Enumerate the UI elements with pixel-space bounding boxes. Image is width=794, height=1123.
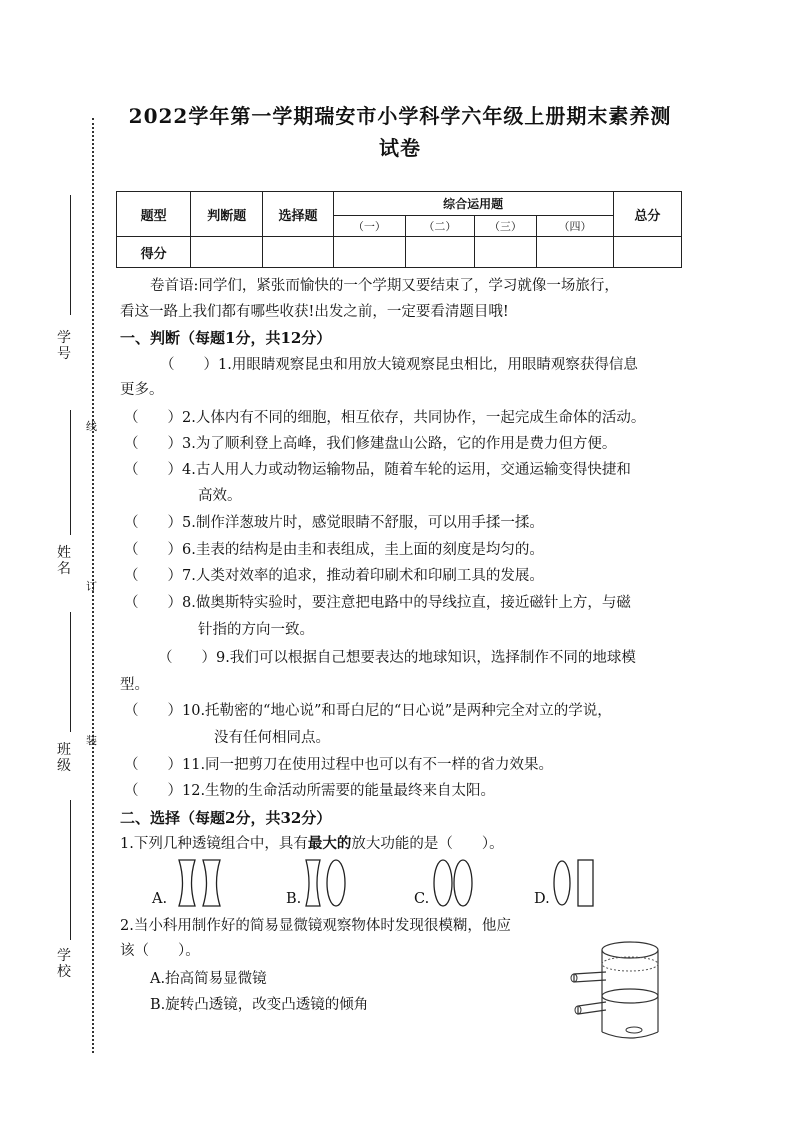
school-label: 学校 <box>57 948 71 980</box>
comprehensive-header: 综合运用题 <box>333 192 613 216</box>
double-convex-lens-icon <box>432 858 476 908</box>
judge-text: 10.托勒密的“地心说”和哥白尼的“日心说”是两种完全对立的学说， <box>182 703 612 719</box>
answer-paren[interactable]: （ ） <box>124 595 182 611</box>
judge-item-11 <box>124 755 553 775</box>
concave-convex-lens-icon <box>304 858 350 908</box>
q1-text-emphasis: 最大的 <box>307 835 352 852</box>
class-label: 班级 <box>57 742 71 774</box>
judge-item-12 <box>124 781 495 801</box>
answer-paren[interactable]: （ ） <box>158 650 216 666</box>
sub-header-2: （二） <box>406 215 475 236</box>
answer-paren[interactable]: （ ） <box>124 757 182 773</box>
page-title: 2022学年第一学期瑞安市小学科学六年级上册期末素养测 <box>128 104 672 128</box>
judge-header: 判断题 <box>191 192 263 237</box>
name-blank[interactable] <box>70 410 71 535</box>
score-cell-sub2[interactable] <box>406 237 475 268</box>
judge-item-9-cont: 型。 <box>120 677 149 693</box>
q2-option-b[interactable]: B.旋转凸透镜，改变凸透镜的倾角 <box>150 997 369 1013</box>
judge-text: 2.人体内有不同的细胞，相互依存，共同协作，一起完成生命体的活动。 <box>182 410 646 426</box>
type-header: 题型 <box>117 192 191 237</box>
judge-item-8-cont: 针指的方向一致。 <box>198 622 314 638</box>
q1-option-c-label[interactable]: C. <box>414 891 430 907</box>
answer-paren[interactable]: （ ） <box>124 515 182 531</box>
judge-text: 3.为了顺利登上高峰，我们修建盘山公路，它的作用是费力但方便。 <box>182 436 617 452</box>
judge-text: 1.用眼睛观察昆虫和用放大镜观察昆虫相比，用眼睛观察获得信息 <box>218 357 638 373</box>
score-cell-sub1[interactable] <box>333 237 405 268</box>
section-2-title: 二、选择（每题2分，共32分） <box>120 809 332 827</box>
judge-text: 7.人类对效率的追求，推动着印刷术和印刷工具的发展。 <box>182 568 544 584</box>
question-2-line-2: 该（ ）。 <box>120 943 200 959</box>
concave-lens-pair-icon <box>176 858 226 908</box>
sub-header-4: （四） <box>537 215 613 236</box>
judge-item-6 <box>124 540 544 560</box>
choice-header: 选择题 <box>263 192 333 237</box>
judge-item-4 <box>124 460 631 480</box>
answer-paren[interactable]: （ ） <box>124 462 182 478</box>
name-label: 姓名 <box>57 545 71 577</box>
judge-text: 12.生物的生命活动所需要的能量最终来自太阳。 <box>182 783 496 799</box>
q1-option-a-label[interactable]: A. <box>152 891 168 907</box>
sub-header-3: （三） <box>474 215 537 236</box>
judge-text: 8.做奥斯特实验时，要注意把电路中的导线拉直，接近磁针上方，与磁 <box>182 595 631 611</box>
section-1-title: 一、判断（每题1分，共12分） <box>120 329 332 347</box>
question-1 <box>120 834 504 854</box>
score-cell-sub4[interactable] <box>537 237 613 268</box>
answer-paren[interactable]: （ ） <box>124 783 182 799</box>
simple-microscope-illustration <box>566 936 670 1044</box>
answer-paren[interactable]: （ ） <box>124 410 182 426</box>
judge-item-1-cont: 更多。 <box>120 382 164 398</box>
score-cell-sub3[interactable] <box>474 237 537 268</box>
student-no-blank[interactable] <box>70 195 71 315</box>
judge-item-10 <box>124 701 612 721</box>
question-2-line-1: 2.当小科用制作好的简易显微镜观察物体时发现很模糊，他应 <box>120 918 511 934</box>
judge-text: 6.圭表的结构是由圭和表组成，圭上面的刻度是均匀的。 <box>182 542 544 558</box>
judge-text: 4.古人用人力或动物运输物品，随着车轮的运用，交通运输变得快捷和 <box>182 462 631 478</box>
score-table <box>116 191 682 268</box>
total-header: 总分 <box>613 192 681 237</box>
judge-item-9 <box>158 648 636 668</box>
judge-text: 11.同一把剪刀在使用过程中也可以有不一样的省力效果。 <box>182 757 554 773</box>
student-no-label: 学号 <box>57 330 71 362</box>
answer-paren[interactable]: （ ） <box>124 542 182 558</box>
cut-mark-ding: 订 <box>86 580 97 593</box>
judge-item-4-cont: 高效。 <box>198 488 242 504</box>
answer-paren[interactable]: （ ） <box>124 568 182 584</box>
judge-item-7 <box>124 566 544 586</box>
cut-mark-zhuang: 装 <box>86 734 97 747</box>
score-cell-judge[interactable] <box>191 237 263 268</box>
convex-lens-and-glass-icon <box>552 858 598 908</box>
score-row-label: 得分 <box>117 237 191 268</box>
q1-text-post: 放大功能的是（ ）。 <box>351 836 504 852</box>
judge-item-5 <box>124 513 544 533</box>
answer-paren[interactable]: （ ） <box>160 357 218 373</box>
sub-header-1: （一） <box>333 215 405 236</box>
judge-item-8 <box>124 593 631 613</box>
judge-item-3 <box>124 434 616 454</box>
cut-mark-line: 线 <box>86 420 97 433</box>
judge-text: 9.我们可以根据自己想要表达的地球知识，选择制作不同的地球模 <box>216 650 636 666</box>
judge-text: 5.制作洋葱玻片时，感觉眼睛不舒服，可以用手揉一揉。 <box>182 515 544 531</box>
q1-option-d-label[interactable]: D. <box>534 891 550 907</box>
class-blank[interactable] <box>70 612 71 732</box>
judge-item-1 <box>160 355 638 375</box>
score-cell-choice[interactable] <box>263 237 333 268</box>
q1-text-pre: 1.下列几种透镜组合中，具有 <box>120 836 308 852</box>
q1-option-b-label[interactable]: B. <box>286 891 302 907</box>
school-blank[interactable] <box>70 800 71 940</box>
answer-paren[interactable]: （ ） <box>124 703 182 719</box>
preface-line-2: 看这一路上我们都有哪些收获!出发之前，一定要看清题目哦! <box>120 304 509 320</box>
answer-paren[interactable]: （ ） <box>124 436 182 452</box>
judge-item-10-cont: 没有任何相同点。 <box>214 730 330 746</box>
score-cell-total[interactable] <box>613 237 681 268</box>
preface-line-1: 卷首语:同学们，紧张而愉快的一个学期又要结束了，学习就像一场旅行， <box>150 278 619 294</box>
q2-option-a[interactable]: A.抬高简易显微镜 <box>150 971 267 987</box>
judge-item-2 <box>124 408 645 428</box>
page-title-continued: 试卷 <box>379 136 421 160</box>
